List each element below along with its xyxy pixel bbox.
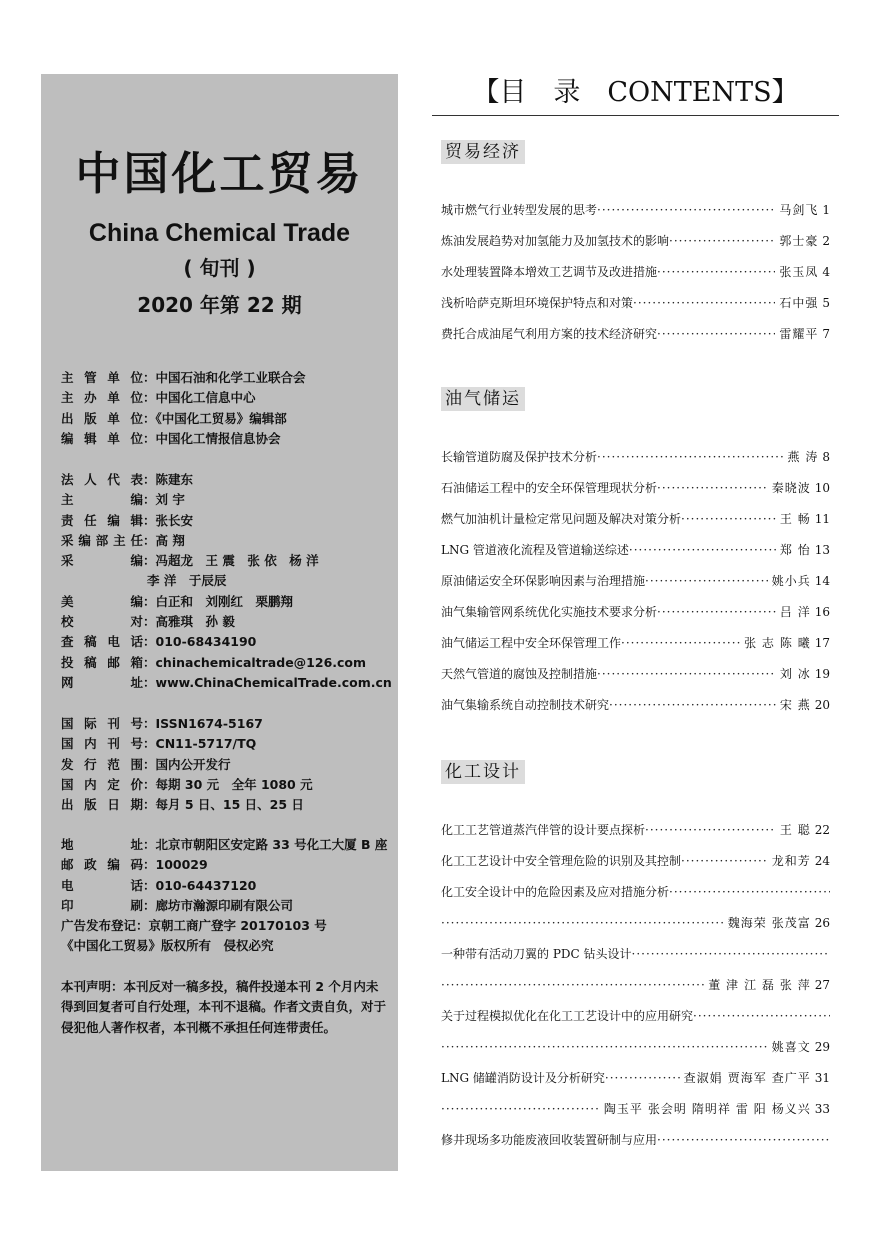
author-name: 郭士豪 — [779, 234, 819, 248]
toc-entry[interactable] — [441, 694, 830, 716]
toc-entry-title: LNG 储罐消防设计及分析研究 — [441, 1071, 605, 1085]
leader-dots — [609, 694, 776, 716]
toc-entry-authors — [775, 261, 818, 283]
info-label: 校对 — [61, 614, 143, 630]
author-name: 秦晓波 — [771, 481, 811, 495]
author-name: 贾海军 — [727, 1071, 767, 1085]
info-value: 白正和 刘刚红 栗鹏翔 — [155, 593, 294, 609]
toc-entry-authors — [600, 1098, 811, 1120]
toc-entry-authors — [724, 912, 811, 934]
toc-entry-page: 8 — [822, 450, 830, 464]
author-name: 张会明 — [647, 1102, 687, 1116]
info-row: 网址：www.ChinaChemicalTrade.com.cn — [61, 673, 391, 693]
toc-entry[interactable] — [441, 850, 830, 872]
info-label: 编辑单位 — [61, 430, 143, 446]
leader-dots — [669, 230, 775, 252]
journal-title-cn: 中国化工贸易 — [75, 147, 364, 200]
toc-entry-continuation[interactable] — [441, 912, 830, 934]
info-value: CN11-5717/TQ — [155, 736, 257, 752]
toc-entry[interactable] — [441, 230, 830, 252]
author-name: 吕 洋 — [779, 605, 811, 619]
leader-dots — [657, 261, 775, 283]
toc-entry[interactable] — [441, 570, 830, 592]
toc-entry-authors — [775, 323, 818, 345]
info-value: 010-68434190 — [155, 634, 257, 650]
toc-entry[interactable] — [441, 663, 830, 685]
toc-entry-page: 4 — [822, 265, 830, 279]
leader-dots — [657, 601, 776, 623]
contact-info — [61, 835, 391, 957]
toc-entry[interactable] — [441, 819, 830, 841]
author-name: 宋 燕 — [779, 698, 811, 712]
author-name: 陈 曦 — [779, 636, 811, 650]
toc-entry-authors — [768, 477, 811, 499]
author-name: 魏海荣 — [727, 916, 767, 930]
toc-entry-page: 27 — [814, 978, 830, 992]
toc-entry-authors — [704, 974, 810, 996]
toc-entry[interactable] — [441, 323, 830, 345]
section-title: 贸易经济 — [441, 140, 525, 164]
toc-entry-title: 化工工艺设计中安全管理危险的识别及其控制 — [441, 854, 682, 868]
leader-dots — [657, 323, 775, 345]
info-label: 出版日期 — [61, 797, 143, 813]
leader-dots — [597, 446, 784, 468]
author-name: 姚小兵 — [771, 574, 811, 588]
toc-entry-authors — [775, 292, 818, 314]
toc-entry-title: 城市燃气行业转型发展的思考 — [441, 203, 598, 217]
info-value: ISSN1674-5167 — [155, 716, 263, 731]
toc-entry-title: 油气集输系统自动控制技术研究 — [441, 698, 610, 712]
info-label: 责任编辑 — [61, 512, 143, 528]
leader-dots — [693, 1005, 830, 1027]
info-row: 编辑单位：中国化工情报信息协会 — [61, 429, 391, 449]
info-value: 每期 30 元 全年 1080 元 — [155, 776, 313, 792]
toc-entry[interactable] — [441, 477, 830, 499]
info-row: 国内刊号：CN11-5717/TQ — [61, 734, 391, 754]
author-name: 杨义兴 — [771, 1102, 811, 1116]
author-name: 姚喜文 — [771, 1040, 811, 1054]
info-label: 印刷 — [61, 897, 143, 913]
toc-entry-authors — [768, 570, 811, 592]
toc-entry[interactable] — [441, 539, 830, 561]
toc-entry-page: 7 — [822, 327, 830, 341]
info-label: 国内定价 — [61, 776, 143, 792]
toc-entry-continuation[interactable] — [441, 1098, 830, 1120]
toc-entry-page: 24 — [814, 854, 830, 868]
author-name: 石中强 — [779, 296, 819, 310]
info-label: 网址 — [61, 674, 143, 690]
section-title: 化工设计 — [441, 760, 525, 784]
leader-dots — [633, 292, 775, 314]
toc-entry-authors — [775, 230, 818, 252]
info-value: 李 洋 于辰辰 — [147, 573, 227, 589]
info-value: 高 翔 — [155, 532, 185, 548]
info-row: 责任编辑：张长安 — [61, 511, 391, 531]
info-label: 电话 — [61, 877, 143, 893]
toc-entry-continuation[interactable] — [441, 974, 830, 996]
info-row: 美编：白正和 刘刚红 栗鹏翔 — [61, 592, 391, 612]
leader-dots — [441, 912, 724, 934]
leader-dots — [657, 1129, 830, 1151]
toc-entry-title: 关于过程模拟优化在化工工艺设计中的应用研究 — [441, 1009, 694, 1023]
toc-entry-page: 31 — [814, 1071, 830, 1085]
journal-frequency: ( 旬刊 ) — [183, 256, 256, 280]
toc-entry[interactable] — [441, 261, 830, 283]
toc-entry-title: 化工工艺管道蒸汽伴管的设计要点探析 — [441, 823, 646, 837]
email-link[interactable]: chinachemicaltrade@126.com — [155, 654, 367, 670]
toc-entry-page: 26 — [814, 916, 830, 930]
leader-dots — [645, 819, 776, 841]
leader-dots — [629, 539, 776, 561]
toc-entry-page: 19 — [814, 667, 830, 681]
author-name: 陶玉平 — [603, 1102, 643, 1116]
info-value: 中国化工情报信息协会 — [155, 430, 281, 446]
toc-entry[interactable] — [441, 1005, 830, 1027]
toc-entry-page: 10 — [814, 481, 830, 495]
info-row: 校对：高雅琪 孙 毅 — [61, 612, 391, 632]
toc-entry-title: 天然气管道的腐蚀及控制措施 — [441, 667, 598, 681]
journal-title-en: China Chemical Trade — [88, 219, 351, 247]
author-name: 张 志 — [744, 636, 775, 650]
leader-dots — [669, 881, 830, 903]
masthead-panel — [41, 74, 398, 1171]
info-row — [61, 571, 391, 591]
info-row: 电话：010-64437120 — [61, 876, 391, 896]
toc-entry-page: 11 — [814, 512, 830, 526]
info-row: 查稿电话：010-68434190 — [61, 632, 391, 652]
author-name: 王 聪 — [779, 823, 811, 837]
publication-info — [61, 714, 391, 815]
toc-entry-title: 长输管道防腐及保护技术分析 — [441, 450, 598, 464]
author-name: 燕 涛 — [787, 450, 819, 464]
info-row: 主编：刘 宇 — [61, 490, 391, 510]
toc-entry-title: 化工安全设计中的危险因素及应对措施分析 — [441, 885, 670, 899]
info-row: 主管单位：中国石油和化学工业联合会 — [61, 368, 391, 388]
info-label: 主管单位 — [61, 370, 143, 385]
info-value: 陈建东 — [155, 472, 194, 487]
info-label: 采编 — [61, 553, 143, 569]
toc-entry-authors — [776, 601, 811, 623]
toc-entry-page: 33 — [814, 1102, 830, 1116]
info-label: 主编 — [61, 492, 143, 508]
toc-entry-authors — [768, 850, 811, 872]
author-name: 郑 怡 — [779, 543, 811, 557]
info-label: 地址 — [61, 837, 143, 852]
info-row: 邮政编码：100029 — [61, 855, 391, 875]
info-row: 国际刊号：ISSN1674-5167 — [61, 714, 391, 734]
info-row: 主办单位：中国化工信息中心 — [61, 388, 391, 408]
toc-entry-title: 费托合成油尾气利用方案的技术经济研究 — [441, 327, 658, 341]
toc-entry-authors — [768, 1036, 811, 1058]
toc-entry[interactable] — [441, 632, 830, 654]
info-value: 刘 宇 — [155, 492, 185, 508]
leader-dots — [441, 974, 704, 996]
leader-dots — [681, 508, 776, 530]
toc-entry[interactable] — [441, 446, 830, 468]
toc-entry-title: 油气集输管网系统优化实施技术要求分析 — [441, 605, 658, 619]
info-value: 廊坊市瀚源印刷有限公司 — [155, 897, 294, 913]
toc-entry-authors — [775, 199, 818, 221]
info-row: 采编：冯超龙 王 震 张 依 杨 洋 — [61, 551, 391, 571]
info-label: 国内刊号 — [61, 736, 143, 752]
copyright-notice: 《中国化工贸易》版权所有 侵权必究 — [61, 938, 274, 954]
toc-entry-page: 20 — [814, 698, 830, 712]
author-name: 董 津 — [708, 978, 740, 992]
toc-entry-title: 燃气加油机计量检定常见问题及解决对策分析 — [441, 512, 682, 526]
info-value: 张长安 — [155, 512, 194, 528]
publisher-info — [61, 368, 391, 449]
toc-entry-title: 修井现场多功能废液回收装置研制与应用 — [441, 1133, 658, 1147]
author-name: 张玉凤 — [779, 265, 819, 279]
info-label: 投稿邮箱 — [61, 654, 143, 670]
info-label: 主办单位 — [61, 390, 143, 406]
author-name: 雷耀平 — [779, 327, 819, 341]
author-name: 查淑娟 — [683, 1071, 723, 1085]
leader-dots — [621, 632, 740, 654]
toc-header: 【目 录 CONTENTS】 — [472, 77, 799, 108]
leader-dots — [441, 1036, 768, 1058]
leader-dots — [645, 570, 768, 592]
toc-divider — [432, 115, 839, 116]
info-value: 中国化工信息中心 — [155, 390, 256, 406]
toc-entry-page: 13 — [814, 543, 830, 557]
info-label: 美编 — [61, 593, 143, 609]
author-name: 刘 冰 — [779, 667, 811, 681]
info-label: 出版单位 — [61, 410, 143, 426]
author-name: 王 畅 — [779, 512, 811, 526]
toc-entry-page: 1 — [822, 203, 830, 217]
info-row: 地址：北京市朝阳区安定路 33 号化工大厦 B 座 — [61, 835, 391, 855]
info-value: 中国石油和化学工业联合会 — [155, 370, 306, 385]
toc-entry-title: 浅析哈萨克斯坦环境保护特点和对策 — [441, 296, 634, 310]
toc-entry-title: 炼油发展趋势对加氢能力及加氢技术的影响 — [441, 234, 670, 248]
author-name: 查广平 — [771, 1071, 811, 1085]
leader-dots — [597, 199, 775, 221]
author-name: 隋明祥 — [691, 1102, 731, 1116]
toc-entry-page: 5 — [822, 296, 830, 310]
toc-entry-title: LNG 管道液化流程及管道输送综述 — [441, 543, 629, 557]
info-row: 投稿邮箱：chinachemicaltrade@126.com — [61, 653, 391, 673]
toc-entry-authors — [776, 508, 811, 530]
info-label: 邮政编码 — [61, 857, 143, 873]
info-value: 010-64437120 — [155, 877, 257, 893]
info-value: 高雅琪 孙 毅 — [155, 614, 235, 630]
author-name: 江 磊 — [744, 978, 775, 992]
issue-number: 2020 年第 22 期 — [137, 293, 302, 317]
author-name: 龙和芳 — [771, 854, 811, 868]
toc-entry-title: 石油储运工程中的安全环保管理现状分析 — [441, 481, 658, 495]
toc-entry-continuation[interactable] — [441, 1036, 830, 1058]
toc-entry-authors — [776, 539, 811, 561]
toc-entry-authors — [776, 819, 811, 841]
toc-entry[interactable] — [441, 199, 830, 221]
toc-entry-title: 一种带有活动刀翼的 PDC 钻头设计 — [441, 947, 632, 961]
toc-entry-title: 水处理装置降本增效工艺调节及改进措施 — [441, 265, 658, 279]
toc-entry[interactable] — [441, 601, 830, 623]
toc-entry[interactable] — [441, 508, 830, 530]
declaration: 本刊声明：本刊反对一稿多投，稿件投递本刊 2 个月内未得到回复者可自行处理，本刊不退稿。作者文责自负，对于侵犯他人著作权者，本刊概不承担任何连带责任。 — [61, 979, 387, 1035]
info-row: 出版日期：每月 5 日、15 日、25 日 — [61, 795, 391, 815]
toc-entry[interactable] — [441, 1129, 830, 1151]
toc-entry-title: 原油储运安全环保影响因素与治理措施 — [441, 574, 646, 588]
info-row: 法人代表：陈建东 — [61, 470, 391, 490]
toc-entry-page: 16 — [814, 605, 830, 619]
leader-dots — [597, 663, 776, 685]
toc-entry[interactable] — [441, 881, 830, 903]
info-value: 100029 — [155, 857, 208, 873]
author-name: 张 萍 — [779, 978, 811, 992]
toc-entry[interactable] — [441, 1067, 830, 1089]
author-name: 雷 阳 — [735, 1102, 767, 1116]
toc-entry-page: 14 — [814, 574, 830, 588]
info-row: 采编部主任：高 翔 — [61, 531, 391, 551]
ad-registration: 广告发布登记：京朝工商广登字 20170103 号 — [61, 918, 327, 934]
toc-entry[interactable] — [441, 292, 830, 314]
author-name: 马剑飞 — [779, 203, 819, 217]
toc-entry-title: 油气储运工程中安全环保管理工作 — [441, 636, 622, 650]
website-link[interactable]: www.ChinaChemicalTrade.com.cn — [155, 674, 392, 690]
toc-entry-page: 2 — [822, 234, 830, 248]
editorial-staff — [61, 470, 391, 693]
info-value: 每月 5 日、15 日、25 日 — [155, 797, 304, 813]
info-row: 出版单位：《中国化工贸易》编辑部 — [61, 409, 391, 429]
section-title: 油气储运 — [441, 387, 525, 411]
toc-entry-authors — [784, 446, 819, 468]
info-value: 国内公开发行 — [155, 756, 231, 772]
info-row: 发行范围：国内公开发行 — [61, 755, 391, 775]
info-row: 国内定价：每期 30 元 全年 1080 元 — [61, 775, 391, 795]
info-value: 《中国化工贸易》编辑部 — [155, 410, 287, 426]
toc-entry[interactable] — [441, 943, 830, 965]
toc-entry-authors — [740, 632, 811, 654]
author-name: 张茂富 — [771, 916, 811, 930]
leader-dots — [441, 1098, 600, 1120]
toc-entry-page: 22 — [814, 823, 830, 837]
leader-dots — [657, 477, 768, 499]
info-label: 国际刊号 — [61, 716, 143, 731]
info-label: 查稿电话 — [61, 634, 143, 650]
toc-entry-authors — [680, 1067, 811, 1089]
leader-dots — [681, 850, 768, 872]
info-value: 北京市朝阳区安定路 33 号化工大厦 B 座 — [155, 837, 388, 852]
leader-dots — [632, 943, 830, 965]
toc-entry-authors — [776, 663, 811, 685]
info-label: 法人代表 — [61, 472, 143, 487]
leader-dots — [605, 1067, 680, 1089]
toc-entry-page: 17 — [814, 636, 830, 650]
info-label: 发行范围 — [61, 756, 143, 772]
toc-entry-authors — [776, 694, 811, 716]
info-label: 采编部主任 — [61, 532, 143, 548]
toc-entry-page: 29 — [814, 1040, 830, 1054]
info-value: 冯超龙 王 震 张 依 杨 洋 — [155, 553, 319, 569]
info-row: 印刷：廊坊市瀚源印刷有限公司 — [61, 896, 391, 916]
